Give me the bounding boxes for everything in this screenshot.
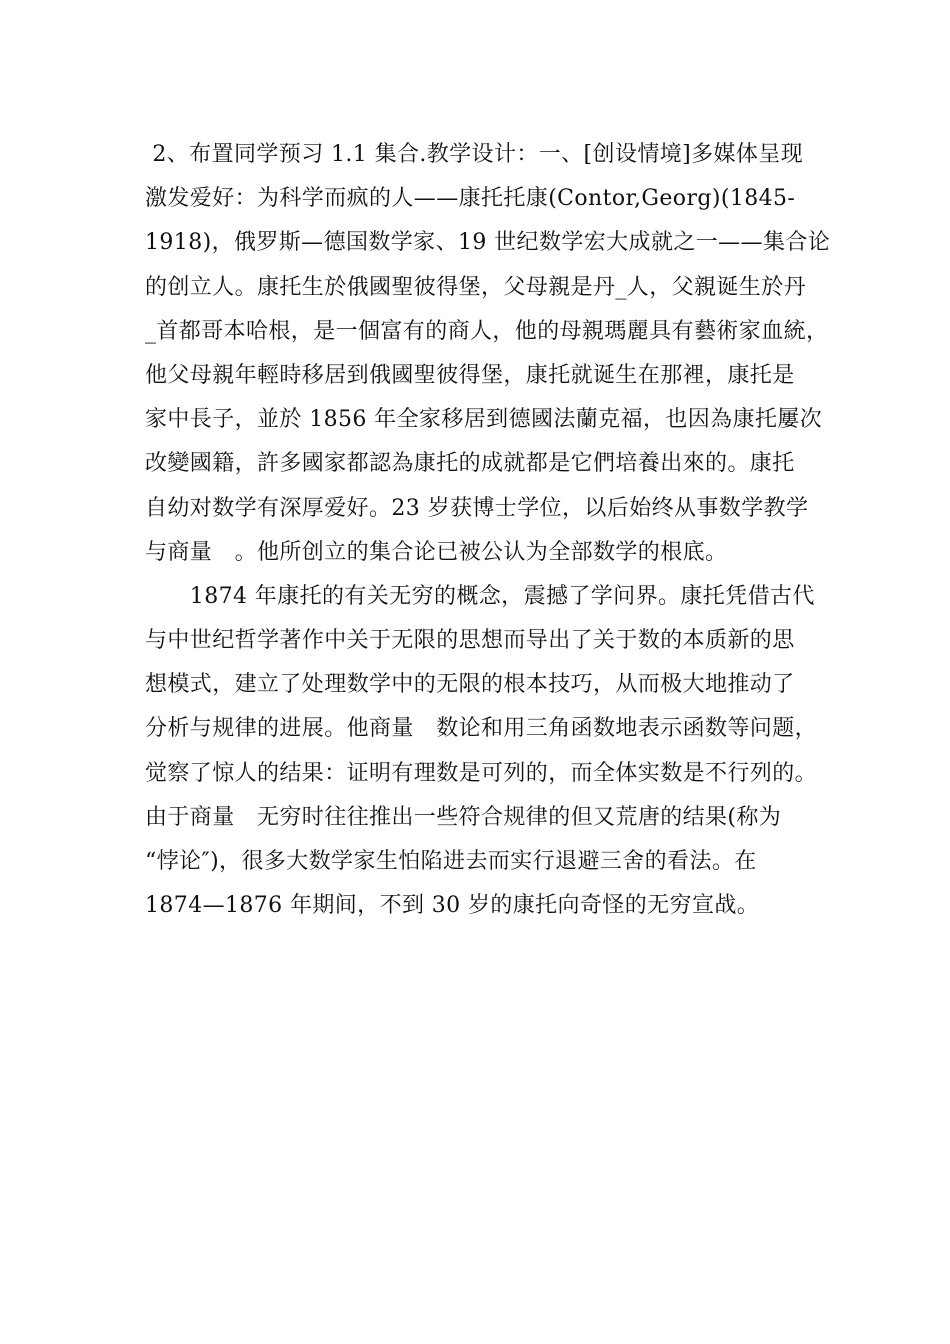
text-line: 与中世纪哲学著作中关于无限的思想而导出了关于数的本质新的思 [145, 628, 795, 654]
text-line: 想模式，建立了处理数学中的无限的根本技巧，从而极大地推动了 [145, 672, 795, 698]
text-line: 家中長子，並於 1856 年全家移居到德國法蘭克福，也因為康托屢次 [145, 407, 823, 433]
text-line: “悖论″)，很多大数学家生怕陷进去而实行退避三舍的看法。在 [145, 849, 757, 874]
text-line: 2、布置同学预习 1.1 集合.教学设计：一、[创设情境]多媒体呈现 [145, 142, 804, 167]
paragraph-2 [145, 575, 825, 929]
text-line: 由于商量 无穷时往往推出一些符合规律的但又荒唐的结果(称为 [145, 804, 782, 830]
text-line: 与商量 。他所创立的集合论已被公认为全部数学的根底。 [145, 539, 728, 565]
text-line: 1874 年康托的有关无穷的概念，震撼了学问界。康托凭借古代 [145, 583, 815, 609]
text-line: 激发爱好：为科学而疯的人——康托托康(Contor,Georg)(1845- [145, 186, 796, 212]
text-line: 的创立人。康托生於俄國聖彼得堡，父母親是丹_人，父親诞生於丹 [145, 274, 807, 300]
paragraph-1 [145, 133, 831, 575]
text-line: 觉察了惊人的结果：证明有理数是可列的，而全体实数是不行列的。 [145, 760, 818, 786]
text-line: 自幼对数学有深厚爱好。23 岁获博士学位，以后始终从事数学教学 [145, 495, 809, 521]
text-line: 1918)，俄罗斯—德国数学家、19 世纪数学宏大成就之一——集合论 [145, 230, 831, 256]
text-line: 1874—1876 年期间，不到 30 岁的康托向奇怪的无穷宣战。 [145, 893, 760, 919]
text-line: _首都哥本哈根，是一個富有的商人，他的母親瑪麗具有藝術家血統， [145, 318, 829, 344]
text-line: 他父母親年輕時移居到俄國聖彼得堡，康托就诞生在那裡，康托是 [145, 362, 795, 388]
text-line: 改變國籍，許多國家都認為康托的成就都是它們培養出來的。康托 [145, 451, 795, 477]
text-line: 分析与规律的进展。他商量 数论和用三角函数地表示函数等问题， [145, 716, 818, 742]
document-body [145, 133, 831, 928]
